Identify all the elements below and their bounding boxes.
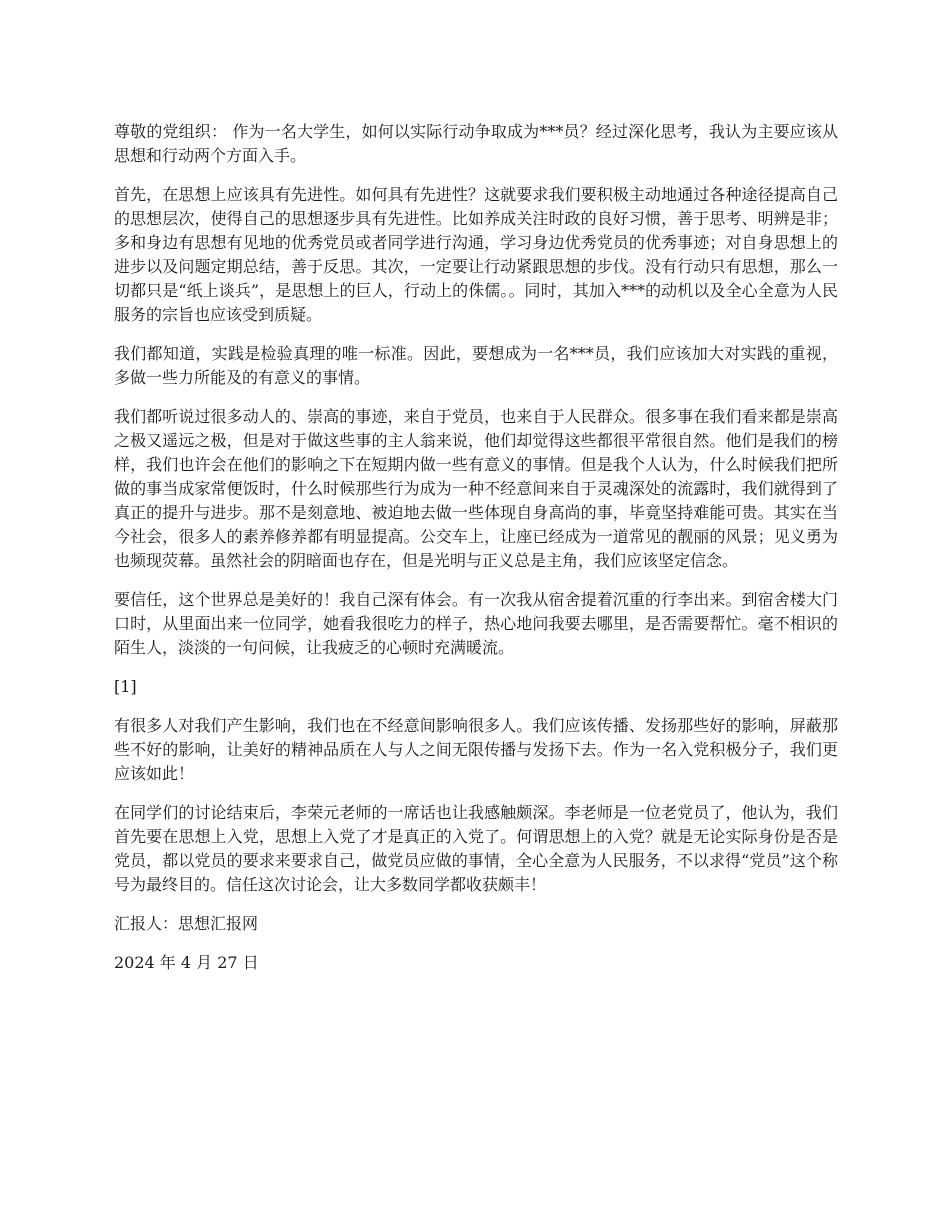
paragraph-trust: 要信任，这个世界总是美好的！我自己深有体会。有一次我从宿舍提着沉重的行李出来。到宿舍楼大门口时，从里面出来一位同学，她看我很吃力的样子，热心地问我要去哪里，是否需要帮忙。毫不相识的陌生人，淡淡的一句问候，让我疲乏的心顿时充满暖流。: [114, 590, 838, 657]
paragraph-teacher: 在同学们的讨论结束后，李荣元老师的一席话也让我感触颇深。李老师是一位老党员了，他认为，我们首先要在思想上入党，思想上入党了才是真正的入党了。何谓思想上的入党？就是无论实际身份是否是党员，都以党员的要求来要求自己，做党员应做的事情，全心全意为人民服务，不以求得“党员”这个称号为最终目的。信任这次讨论会，让大多数同学都收获颇丰！: [114, 803, 838, 894]
paragraph-thought: 首先，在思想上应该具有先进性。如何具有先进性？这就要求我们要积极主动地通过各种途径提高自己的思想层次，使得自己的思想逐步具有先进性。比如养成关注时政的良好习惯，善于思考、明辨是非；多和身边有思想有见地的优秀党员或者同学进行沟通，学习身边优秀党员的优秀事迹；对自身思想上的进步以及问题定期总结，善于反思。其次，一定要让行动紧跟思想的步伐。没有行动只有思想，那么一切都只是“纸上谈兵”，是思想上的巨人，行动上的侏儒。。同时，其加入***的动机以及全心全意为人民服务的宗旨也应该受到质疑。: [114, 185, 838, 324]
paragraph-greeting: 尊敬的党组织： 作为一名大学生，如何以实际行动争取成为***员？经过深化思考，我认为主要应该从思想和行动两个方面入手。: [114, 122, 838, 165]
paragraph-practice: 我们都知道，实践是检验真理的唯一标准。因此，要想成为一名***员，我们应该加大对实践的重视，多做一些力所能及的有意义的事情。: [114, 344, 838, 387]
paragraph-influence: 有很多人对我们产生影响，我们也在不经意间影响很多人。我们应该传播、发扬那些好的影响，屏蔽那些不好的影响，让美好的精神品质在人与人之间无限传播与发扬下去。作为一名入党积极分子，我们更应该如此！: [114, 716, 838, 783]
paragraph-examples: 我们都听说过很多动人的、崇高的事迹，来自于党员，也来自于人民群众。很多事在我们看来都是崇高之极又遥远之极，但是对于做这些事的主人翁来说，他们却觉得这些都很平常很自然。他们是我们的榜样，我们也许会在他们的影响之下在短期内做一些有意义的事情。但是我个人认为，什么时候我们把所做的事当成家常便饭时，什么时候那些行为成为一种不经意间来自于灵魂深处的流露时，我们就得到了真正的提升与进步。那不是刻意地、被迫地去做一些体现自身高尚的事，毕竟坚持难能可贵。其实在当今社会，很多人的素养修养都有明显提高。公交车上，让座已经成为一道常见的靓丽的风景；见义勇为也频现荧幕。虽然社会的阴暗面也存在，但是光明与正义总是主角，我们应该坚定信念。: [114, 407, 838, 570]
footnote-reference: [1]: [114, 677, 137, 696]
report-date: 2024 年 4 月 27 日: [114, 953, 259, 972]
document-page: [114, 120, 838, 990]
reporter-signature: 汇报人：思想汇报网: [114, 914, 259, 933]
